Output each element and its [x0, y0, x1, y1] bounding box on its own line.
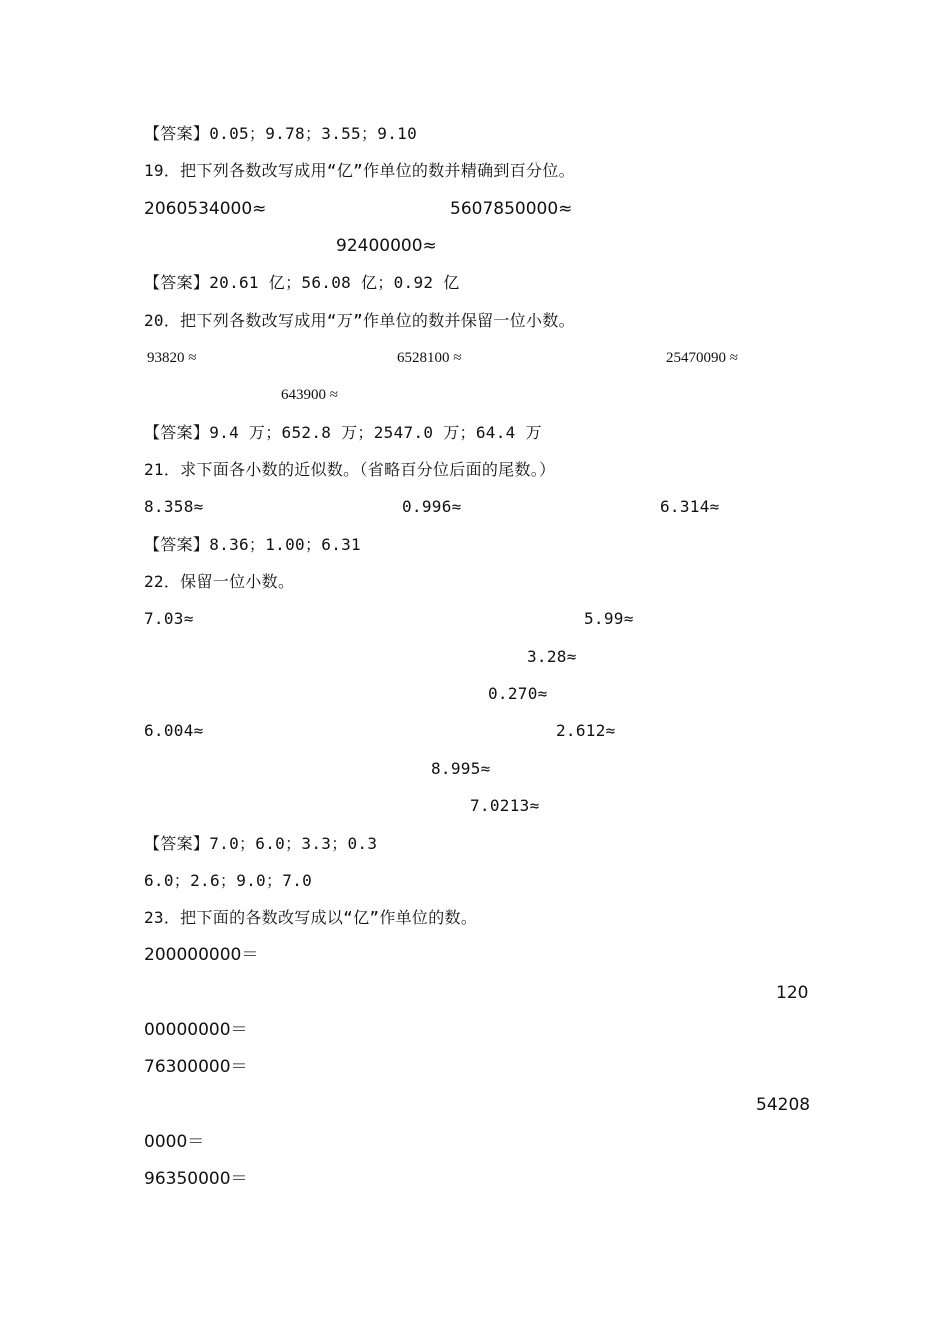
- q22-item-6: 2.612≈: [556, 721, 616, 740]
- q18-answer: 【答案】0.05；9.78；3.55；9.10: [144, 124, 418, 143]
- q23-item-3: 76300000＝: [144, 1057, 248, 1077]
- q23-item-2-start: 120: [776, 983, 809, 1003]
- q23-item-4-end: 0000＝: [144, 1132, 205, 1152]
- q21-item-2: 0.996≈: [402, 497, 462, 516]
- q20-item-1: 93820 ≈: [147, 350, 197, 366]
- q19-title: 19．把下列各数改写成用“亿”作单位的数并精确到百分位。: [144, 161, 575, 180]
- q23-item-2-end: 00000000＝: [144, 1020, 248, 1040]
- q23-item-5: 96350000＝: [144, 1169, 248, 1189]
- q22-item-2: 5.99≈: [584, 609, 634, 628]
- q23-title: 23．把下面的各数改写成以“亿”作单位的数。: [144, 908, 478, 927]
- q20-item-3: 25470090 ≈: [666, 350, 738, 366]
- q19-answer: 【答案】20.61 亿；56.08 亿；0.92 亿: [144, 273, 460, 292]
- q20-title: 20．把下列各数改写成用“万”作单位的数并保留一位小数。: [144, 311, 575, 330]
- q22-item-5: 6.004≈: [144, 721, 204, 740]
- q21-title: 21．求下面各小数的近似数。（省略百分位后面的尾数。）: [144, 460, 556, 479]
- q22-item-1: 7.03≈: [144, 609, 194, 628]
- q20-item-4: 643900 ≈: [281, 387, 338, 403]
- q22-title: 22．保留一位小数。: [144, 572, 295, 591]
- q22-item-3: 3.28≈: [527, 647, 577, 666]
- q22-item-4: 0.270≈: [488, 684, 548, 703]
- q21-item-3: 6.314≈: [660, 497, 720, 516]
- q19-item-1: 2060534000≈: [144, 199, 267, 219]
- q22-item-8: 7.0213≈: [470, 796, 540, 815]
- q23-item-1: 200000000＝: [144, 945, 259, 965]
- q22-answer-line-2: 6.0；2.6；9.0；7.0: [144, 871, 313, 890]
- q21-item-1: 8.358≈: [144, 497, 204, 516]
- q22-answer: 【答案】7.0；6.0；3.3；0.3: [144, 834, 378, 853]
- q21-answer: 【答案】8.36；1.00；6.31: [144, 535, 361, 554]
- q19-item-3: 92400000≈: [336, 236, 437, 256]
- q23-item-4-start: 54208: [756, 1095, 811, 1115]
- q22-item-7: 8.995≈: [431, 759, 491, 778]
- q19-item-2: 5607850000≈: [450, 199, 573, 219]
- q20-item-2: 6528100 ≈: [397, 350, 462, 366]
- q20-answer: 【答案】9.4 万；652.8 万；2547.0 万；64.4 万: [144, 423, 542, 442]
